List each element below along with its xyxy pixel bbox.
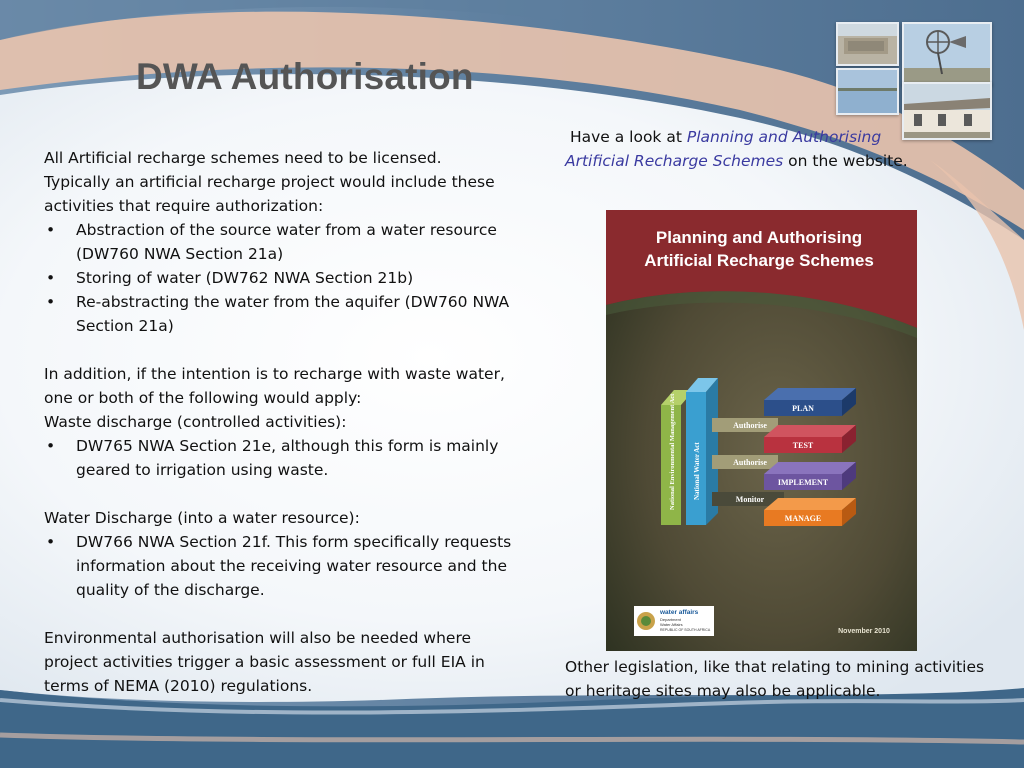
svg-text:TEST: TEST: [792, 441, 814, 450]
list-item: • DW766 NWA Section 21f. This form specifically requests information about the receiving water resource and the quality of the discharge.: [44, 530, 522, 602]
svg-text:Department: Department: [660, 617, 681, 622]
step-manage: [764, 498, 856, 526]
svg-text:Monitor: Monitor: [735, 495, 765, 504]
windmill-photo: [902, 22, 992, 86]
list-item: • Storing of water (DW762 NWA Section 21b): [44, 266, 522, 290]
water-discharge-heading: Water Discharge (into a water resource):: [44, 509, 360, 527]
svg-text:Water Affairs: Water Affairs: [660, 622, 683, 627]
step-plan: [764, 388, 856, 416]
farmhouse-photo: [902, 82, 992, 140]
lake-photo: [836, 68, 899, 115]
svg-text:Authorise: Authorise: [733, 421, 767, 430]
step-test: [764, 425, 856, 453]
page-title: DWA Authorisation: [136, 56, 474, 97]
list-item: • Re-abstracting the water from the aquifer (DW760 NWA Section 21a): [44, 290, 522, 338]
nema-label: National Environmental Management Act: [669, 393, 676, 510]
left-body: [44, 146, 522, 698]
cover-title-line-2: Artificial Recharge Schemes: [644, 251, 874, 270]
document-link[interactable]: Planning and Authorising Artificial Recharge Schemes: [565, 128, 882, 170]
look-suffix: on the website.: [788, 152, 908, 170]
waste-discharge-heading: Waste discharge (controlled activities):: [44, 413, 347, 431]
waste-list: [44, 434, 522, 482]
look-prefix: Have a look at: [569, 128, 682, 146]
step-implement: [764, 462, 856, 490]
svg-text:water affairs: water affairs: [660, 609, 699, 616]
cover-date: November 2010: [838, 628, 890, 635]
cover-title-line-1: Planning and Authorising: [655, 228, 863, 247]
environmental-paragraph: Environmental authorisation will also be needed where project activities trigger a basic assessment or full EIA in terms of NEMA (2010) regulations.: [44, 629, 485, 695]
water-affairs-logo: [634, 606, 714, 636]
intro-line-1: All Artificial recharge schemes need to be licensed.: [44, 149, 442, 167]
waste-water-paragraph: In addition, if the intention is to recharge with waste water, one or both of the following would apply:: [44, 365, 505, 407]
connector-authorise-2: [712, 455, 778, 469]
svg-text:Authorise: Authorise: [733, 458, 767, 467]
connector-authorise-1: [712, 418, 778, 432]
nwa-label: National Water Act: [693, 442, 701, 500]
intro-line-2: Typically an artificial recharge project would include these activities that require authorization:: [44, 173, 495, 215]
svg-text:REPUBLIC OF SOUTH AFRICA: REPUBLIC OF SOUTH AFRICA: [660, 628, 711, 632]
list-item: • Abstraction of the source water from a water resource (DW760 NWA Section 21a): [44, 218, 522, 266]
svg-text:PLAN: PLAN: [792, 404, 814, 413]
right-top-text: [565, 125, 910, 173]
other-legislation-text: Other legislation, like that relating to mining activities or heritage sites may also be applicable.: [565, 658, 985, 700]
water-list: [44, 530, 522, 602]
document-cover-image: [606, 210, 917, 651]
cover-svg: [606, 210, 917, 651]
activities-list: [44, 218, 522, 338]
list-item: • DW765 NWA Section 21e, although this form is mainly geared to irrigation using waste.: [44, 434, 522, 482]
pool-photo: [836, 22, 899, 66]
svg-text:IMPLEMENT: IMPLEMENT: [777, 478, 829, 487]
svg-text:MANAGE: MANAGE: [784, 514, 822, 523]
